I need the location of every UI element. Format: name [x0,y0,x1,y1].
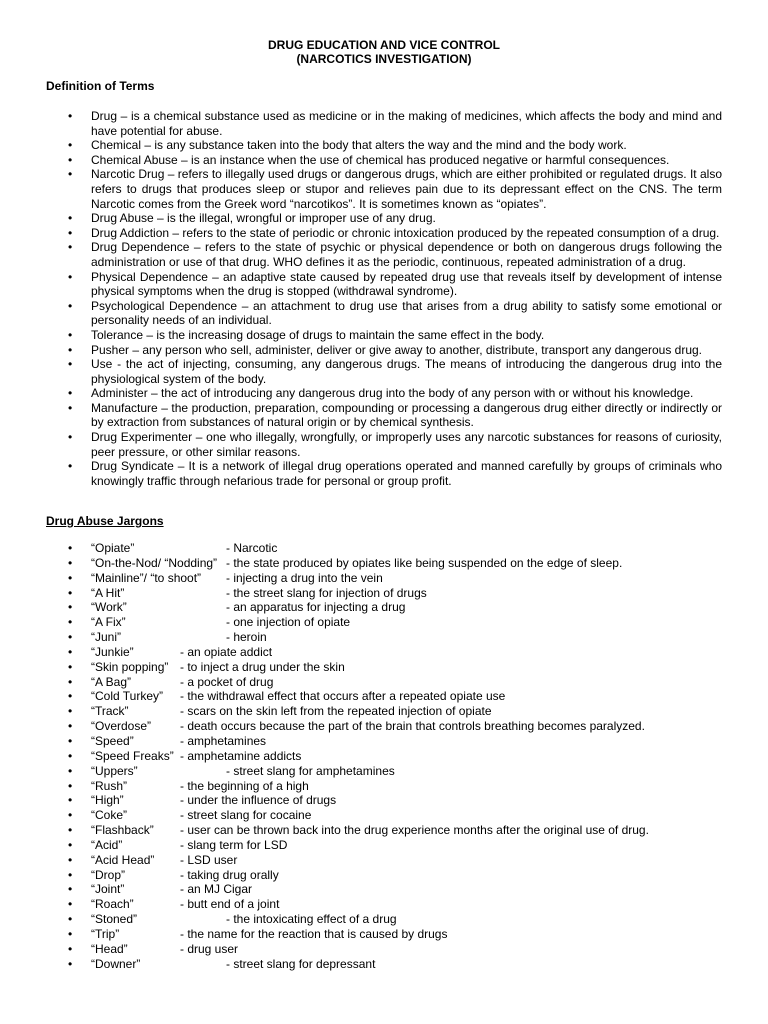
jargon-item [0,868,768,883]
jargon-term: “Flashback” [91,823,154,838]
jargon-item [0,853,768,868]
jargon-term: “Coke” [91,808,128,823]
bullet-icon: • [68,386,73,401]
bullet-icon: • [68,941,73,956]
jargon-term: “Head” [91,941,128,956]
jargon-meaning: - injecting a drug into the vein [226,570,383,585]
jargon-term: “Stoned” [91,912,138,927]
jargon-meaning: - street slang for cocaine [180,808,312,823]
bullet-icon: • [68,956,73,971]
jargon-term: “On-the-Nod/ “Nodding” [91,555,218,570]
definition-text: Administer – the act of introducing any dangerous drug into the body of any person with or without his knowledge. [91,386,694,401]
bullet-icon: • [68,659,73,674]
bullet-icon: • [68,459,73,474]
jargon-item [0,957,768,972]
jargon-term: “Roach” [91,897,134,912]
jargon-term: “Speed Freaks” [91,748,174,763]
section-heading-jargons: Drug Abuse Jargons [46,514,164,528]
jargon-meaning: - the name for the reaction that is caused by drugs [180,926,448,941]
definition-item [0,386,722,401]
definition-text: Use - the act of injecting, consuming, any dangerous drugs. The means of introducing the dangerous drug into the physiological system of the body. [91,357,722,386]
definition-text: Chemical Abuse – is an instance when the use of chemical has produced negative or harmful consequences. [91,152,670,167]
bullet-icon: • [68,400,73,415]
jargon-term: “High” [91,793,124,808]
bullet-icon: • [68,897,73,912]
jargon-meaning: - death occurs because the part of the brain that controls breathing becomes paralyzed. [180,719,645,734]
jargon-term: “Skin popping” [91,659,169,674]
bullet-icon: • [68,808,73,823]
definition-item [0,211,722,226]
jargon-item [0,808,768,823]
bullet-icon: • [68,704,73,719]
jargon-item [0,779,768,794]
definition-item [0,240,722,269]
definition-text: Manufacture – the production, preparation, compounding or processing a dangerous drug either directly or indirectly or by extraction from substances of natural origin or by chemical synthesis. [91,400,722,430]
jargon-meaning: - a pocket of drug [180,674,274,689]
bullet-icon: • [68,138,73,153]
jargon-item [0,734,768,749]
jargon-term: “A Hit” [91,585,125,600]
definition-text: Drug – is a chemical substance used as medicine or in the making of medicines, which affects the body and mind and have potential for abuse. [91,109,722,138]
definition-item [0,328,722,343]
bullet-icon: • [68,585,73,600]
bullet-icon: • [68,912,73,927]
bullet-icon: • [68,793,73,808]
definition-item [0,138,722,153]
jargon-meaning: - LSD user [180,852,238,867]
jargon-item [0,927,768,942]
bullet-icon: • [68,430,73,445]
jargon-term: “Downer” [91,956,141,971]
jargon-meaning: - an opiate addict [180,644,273,659]
jargon-item [0,838,768,853]
bullet-icon: • [68,269,73,284]
jargon-item [0,793,768,808]
jargon-term: “Rush” [91,778,128,793]
jargon-meaning: - under the influence of drugs [180,793,337,808]
bullet-icon: • [68,823,73,838]
jargon-meaning: - heroin [226,630,267,645]
jargon-term: “Overdose” [91,719,152,734]
jargon-term: “A Bag” [91,674,132,689]
jargon-term: “Trip” [91,926,120,941]
definition-item [0,430,722,459]
bullet-icon: • [68,342,73,357]
definition-text: Physical Dependence – an adaptive state caused by repeated drug use that reveals itself by development of intense physical symptoms when the drug is stopped (withdrawal syndrome). [91,269,722,299]
definition-text: Drug Syndicate – It is a network of illegal drug operations operated and manned carefully by groups of criminals who knowingly traffic through nefarious trade for personal or group profit. [91,459,722,488]
jargon-item [0,689,768,704]
jargon-meaning: - the beginning of a high [180,778,309,793]
definition-item [0,299,722,328]
jargon-term: “A Fix” [91,615,126,630]
jargon-term: “Speed” [91,733,134,748]
bullet-icon: • [68,733,73,748]
bullet-icon: • [68,211,73,226]
jargon-term: “Juni” [91,630,122,645]
jargon-item [0,645,768,660]
definition-item [0,109,722,138]
bullet-icon: • [68,152,73,167]
jargon-meaning: - amphetamine addicts [180,748,302,763]
jargon-meaning: - the street slang for injection of drugs [226,585,427,600]
jargon-item [0,942,768,957]
bullet-icon: • [68,926,73,941]
jargon-term: “Joint” [91,882,125,897]
bullet-icon: • [68,719,73,734]
jargon-meaning: - the state produced by opiates like being suspended on the edge of sleep. [226,555,623,570]
definition-item [0,401,722,430]
definition-text: Tolerance – is the increasing dosage of drugs to maintain the same effect in the body. [91,327,545,342]
definition-text: Pusher – any person who sell, administer, deliver or give away to another, distribute, transport any dangerous drug. [91,342,703,357]
jargon-meaning: - an MJ Cigar [180,882,253,897]
bullet-icon: • [68,240,73,255]
document-title: DRUG EDUCATION AND VICE CONTROL [268,38,500,52]
definition-item [0,226,722,241]
bullet-icon: • [68,225,73,240]
definitions-list [0,109,768,488]
document-subtitle: (NARCOTICS INVESTIGATION) [296,52,472,66]
bullet-icon: • [68,298,73,313]
jargon-item [0,571,768,586]
definition-item [0,459,722,488]
definition-item [0,167,722,211]
jargon-meaning: - to inject a drug under the skin [180,659,345,674]
jargon-item [0,719,768,734]
bullet-icon: • [68,852,73,867]
bullet-icon: • [68,644,73,659]
jargon-item [0,660,768,675]
jargon-term: “Mainline”/ “to shoot” [91,570,202,585]
definition-text: Psychological Dependence – an attachment to drug use that arises from a drug ability to satisfy some emotional or personality needs of an individual. [91,298,722,328]
jargon-term: “Acid” [91,837,123,852]
definition-item [0,343,722,358]
jargon-meaning: - scars on the skin left from the repeated injection of opiate [180,704,492,719]
jargon-term: “Drop” [91,867,126,882]
definition-text: Drug Dependence – refers to the state of psychic or physical dependence or both on dangerous drugs following the administration or use of that drug. WHO defines it as the periodic, continuous, repeated administration of a drug. [91,240,722,269]
jargon-item [0,749,768,764]
jargon-meaning: - amphetamines [180,733,267,748]
jargon-item [0,897,768,912]
jargon-item [0,556,768,571]
jargon-meaning: - taking drug orally [180,867,279,882]
jargon-item [0,823,768,838]
jargon-item [0,675,768,690]
jargon-item [0,600,768,615]
bullet-icon: • [68,689,73,704]
definition-item [0,270,722,299]
bullet-icon: • [68,867,73,882]
jargon-meaning: - drug user [180,941,239,956]
jargon-item [0,541,768,556]
jargon-term: “Acid Head” [91,852,155,867]
jargon-meaning: - one injection of opiate [226,615,351,630]
jargon-meaning: - the intoxicating effect of a drug [226,912,397,927]
jargon-meaning: - user can be thrown back into the drug experience months after the original use of drug. [180,823,649,838]
bullet-icon: • [68,570,73,585]
jargon-meaning: - butt end of a joint [180,897,280,912]
bullet-icon: • [68,109,73,123]
definition-item [0,357,722,386]
jargon-item [0,764,768,779]
jargon-term: “Opiate” [91,541,135,555]
jargon-item [0,615,768,630]
bullet-icon: • [68,357,73,372]
bullet-icon: • [68,778,73,793]
definition-text: Chemical – is any substance taken into the body that alters the way and the mind and the body work. [91,138,627,153]
jargon-item [0,704,768,719]
jargon-meaning: - the withdrawal effect that occurs after a repeated opiate use [180,689,506,704]
jargon-meaning: - Narcotic [226,541,278,555]
bullet-icon: • [68,167,73,182]
bullet-icon: • [68,882,73,897]
jargon-meaning: - street slang for depressant [226,956,376,971]
definition-text: Drug Addiction – refers to the state of periodic or chronic intoxication produced by the repeated consumption of a drug. [91,225,720,240]
bullet-icon: • [68,600,73,615]
definition-text: Narcotic Drug – refers to illegally used drugs or dangerous drugs, which are either prohibited or regulated drugs. It also refers to drugs that produces sleep or stupor and relieves pain due to its depressant effect on the CNS. The term Narcotic comes from the Greek word “narcotikos”. It is sometimes known as “opiates”. [91,167,722,211]
bullet-icon: • [68,555,73,570]
bullet-icon: • [68,674,73,689]
jargon-term: “Track” [91,704,129,719]
jargon-term: “Junkie” [91,644,134,659]
definition-text: Drug Experimenter – one who illegally, wrongfully, or improperly uses any narcotic substances for reasons of curiosity, peer pressure, or other similar reasons. [91,430,722,459]
definition-text: Drug Abuse – is the illegal, wrongful or improper use of any drug. [91,211,436,226]
jargon-item [0,912,768,927]
jargon-meaning: - an apparatus for injecting a drug [226,600,406,615]
bullet-icon: • [68,615,73,630]
jargons-list [0,541,768,971]
bullet-icon: • [68,837,73,852]
section-heading-definitions: Definition of Terms [46,79,155,93]
jargon-term: “Work” [91,600,127,615]
jargon-item [0,630,768,645]
bullet-icon: • [68,763,73,778]
jargon-meaning: - street slang for amphetamines [226,763,395,778]
bullet-icon: • [68,748,73,763]
jargon-item [0,586,768,601]
bullet-icon: • [68,541,73,555]
jargon-meaning: - slang term for LSD [180,837,288,852]
definition-item [0,153,722,168]
bullet-icon: • [68,327,73,342]
bullet-icon: • [68,630,73,645]
jargon-item [0,882,768,897]
jargon-term: “Uppers” [91,763,138,778]
jargon-term: “Cold Turkey” [91,689,164,704]
